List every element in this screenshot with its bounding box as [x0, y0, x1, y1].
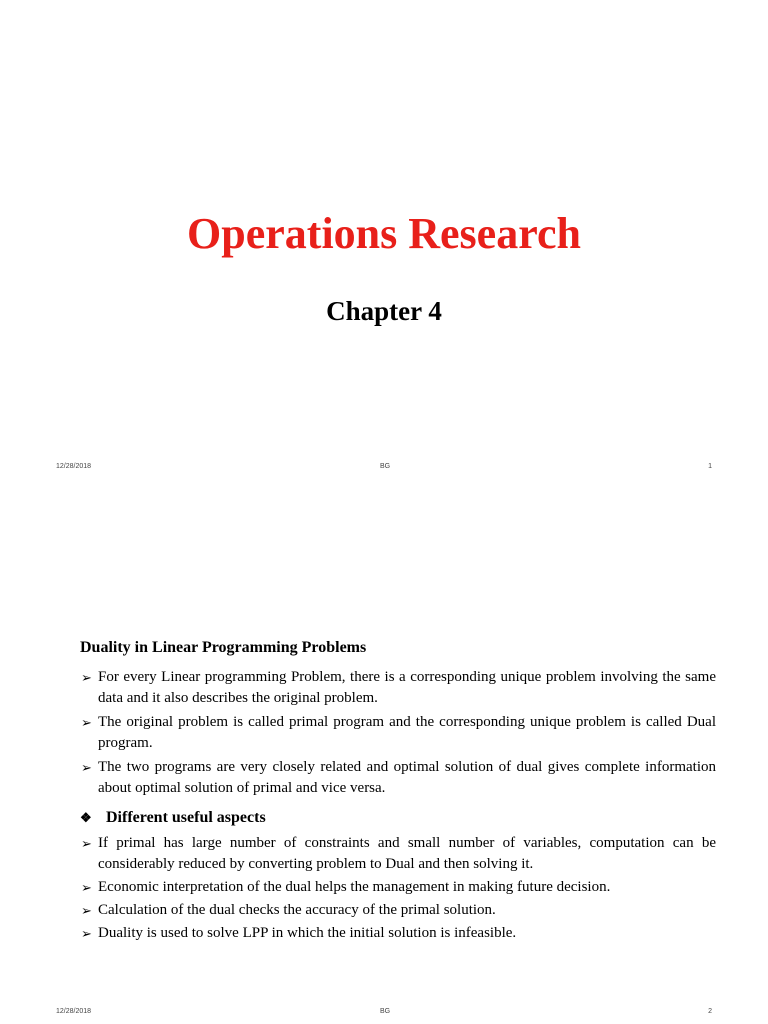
- list-item: [80, 757, 716, 799]
- list-item: [80, 667, 716, 709]
- slide-title: Operations Research: [187, 209, 581, 258]
- arrow-bullet-icon: ➢: [81, 926, 92, 941]
- arrow-bullet-icon: ➢: [81, 836, 92, 851]
- duality-bullet-list: [80, 667, 716, 799]
- aspects-heading-text: Different useful aspects: [106, 809, 266, 826]
- footer-page-number: 2: [708, 1008, 712, 1015]
- arrow-bullet-icon: ➢: [81, 760, 92, 775]
- slide-subtitle: Chapter 4: [326, 296, 442, 326]
- list-item-text: Calculation of the dual checks the accuracy of the primal solution.: [98, 902, 496, 918]
- arrow-bullet-icon: ➢: [81, 670, 92, 685]
- list-item: [80, 712, 716, 754]
- list-item: [80, 833, 716, 875]
- slide-1: [0, 0, 768, 490]
- list-item-text: The two programs are very closely related and optimal solution of dual gives complete information about optimal solution of primal and vice versa.: [98, 759, 716, 796]
- aspects-bullet-list: [80, 833, 716, 944]
- arrow-bullet-icon: ➢: [81, 715, 92, 730]
- list-item: [80, 900, 716, 921]
- section-heading: Duality in Linear Programming Problems: [80, 639, 367, 656]
- list-item-text: For every Linear programming Problem, there is a corresponding unique problem involving the same data and it also describes the original problem.: [98, 669, 716, 706]
- list-item-text: Economic interpretation of the dual helps the management in making future decision.: [98, 879, 611, 895]
- slide-2: [0, 490, 768, 1024]
- arrow-bullet-icon: ➢: [81, 880, 92, 895]
- footer-author: BG: [380, 1008, 391, 1015]
- list-item: [80, 923, 716, 944]
- list-item-text: Duality is used to solve LPP in which the initial solution is infeasible.: [98, 925, 517, 941]
- list-item-text: The original problem is called primal program and the corresponding unique problem is called Dual program.: [98, 714, 716, 751]
- footer-author: BG: [380, 463, 391, 470]
- arrow-bullet-icon: ➢: [81, 903, 92, 918]
- footer-page-number: 1: [708, 463, 712, 470]
- diamond-bullet-icon: ❖: [80, 810, 92, 825]
- aspects-heading: [80, 809, 716, 827]
- list-item-text: If primal has large number of constraints and small number of variables, computation can be considerably reduced by converting problem to Dual and then solving it.: [98, 835, 716, 872]
- footer-date: 12/28/2018: [56, 1008, 92, 1015]
- slide-content: [80, 639, 716, 946]
- footer-date: 12/28/2018: [56, 463, 92, 470]
- list-item: [80, 877, 716, 898]
